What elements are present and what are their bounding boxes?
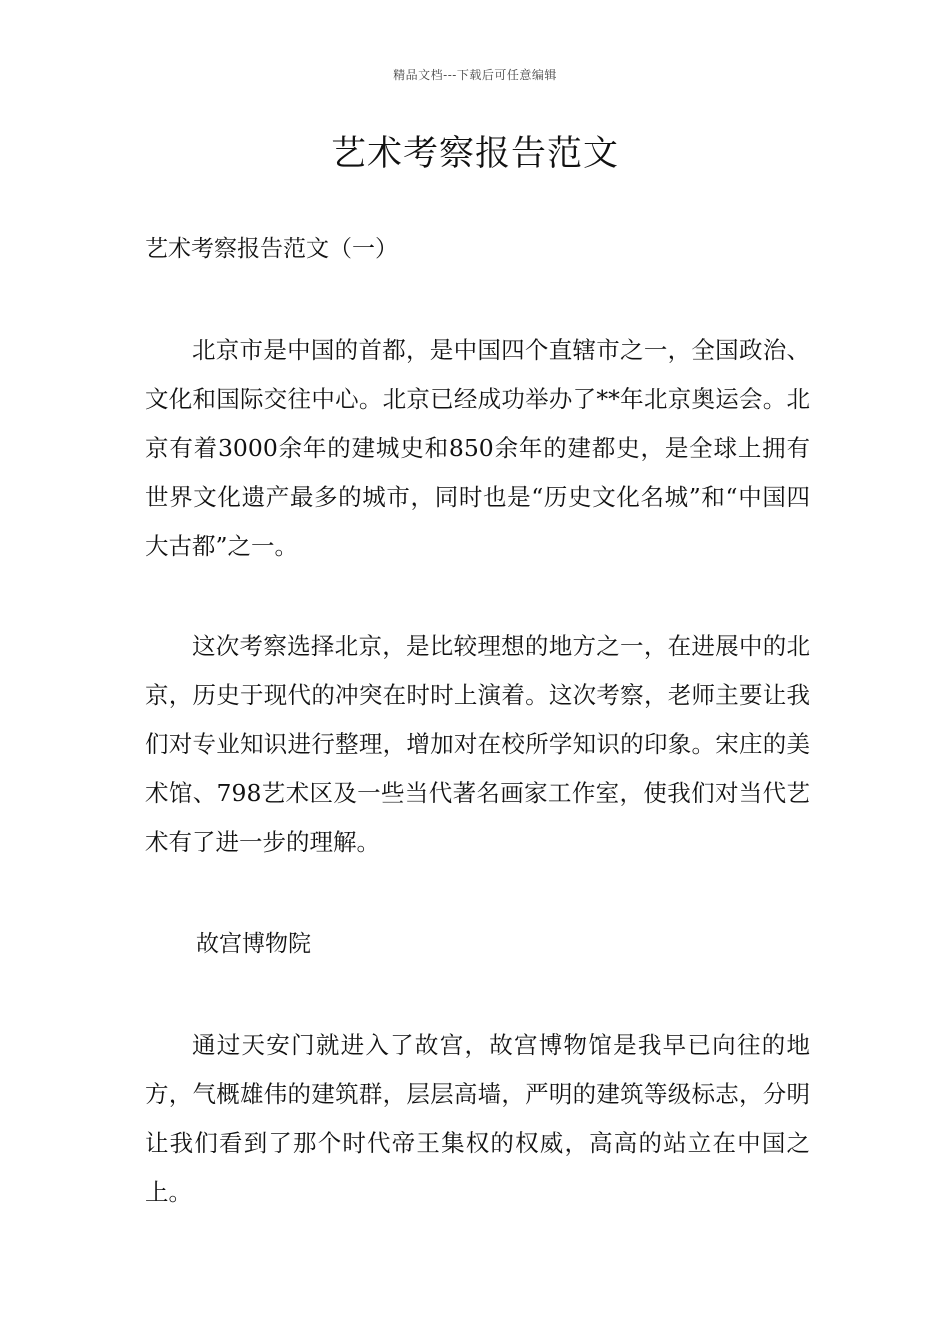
paragraph-beijing-intro: 北京市是中国的首都，是中国四个直辖市之一，全国政治、文化和国际交往中心。北京已经成功举办了**年北京奥运会。北京有着3000余年的建城史和850余年的建都史，是全球上拥有世界文化遗产最多的城市，同时也是“历史文化名城”和“中国四大古都”之一。 [145,336,810,560]
document-title: 艺术考察报告范文 [330,134,619,174]
subheading-palace-museum: 故宫博物院 [196,931,311,957]
section-heading: 艺术考察报告范文（一） [145,236,398,262]
page-header-note: 精品文档---下载后可任意编辑 [393,68,557,82]
paragraph-trip-purpose: 这次考察选择北京，是比较理想的地方之一，在进展中的北京，历史于现代的冲突在时时上演着。这次考察，老师主要让我们对专业知识进行整理，增加对在校所学知识的印象。宋庄的美术馆、798艺术区及一些当代著名画家工作室，使我们对当代艺术有了进一步的理解。 [145,632,810,856]
paragraph-palace-museum: 通过天安门就进入了故宫，故宫博物馆是我早已向往的地方，气概雄伟的建筑群，层层高墙，严明的建筑等级标志，分明让我们看到了那个时代帝王集权的权威，高高的站立在中国之上。 [145,1031,810,1206]
